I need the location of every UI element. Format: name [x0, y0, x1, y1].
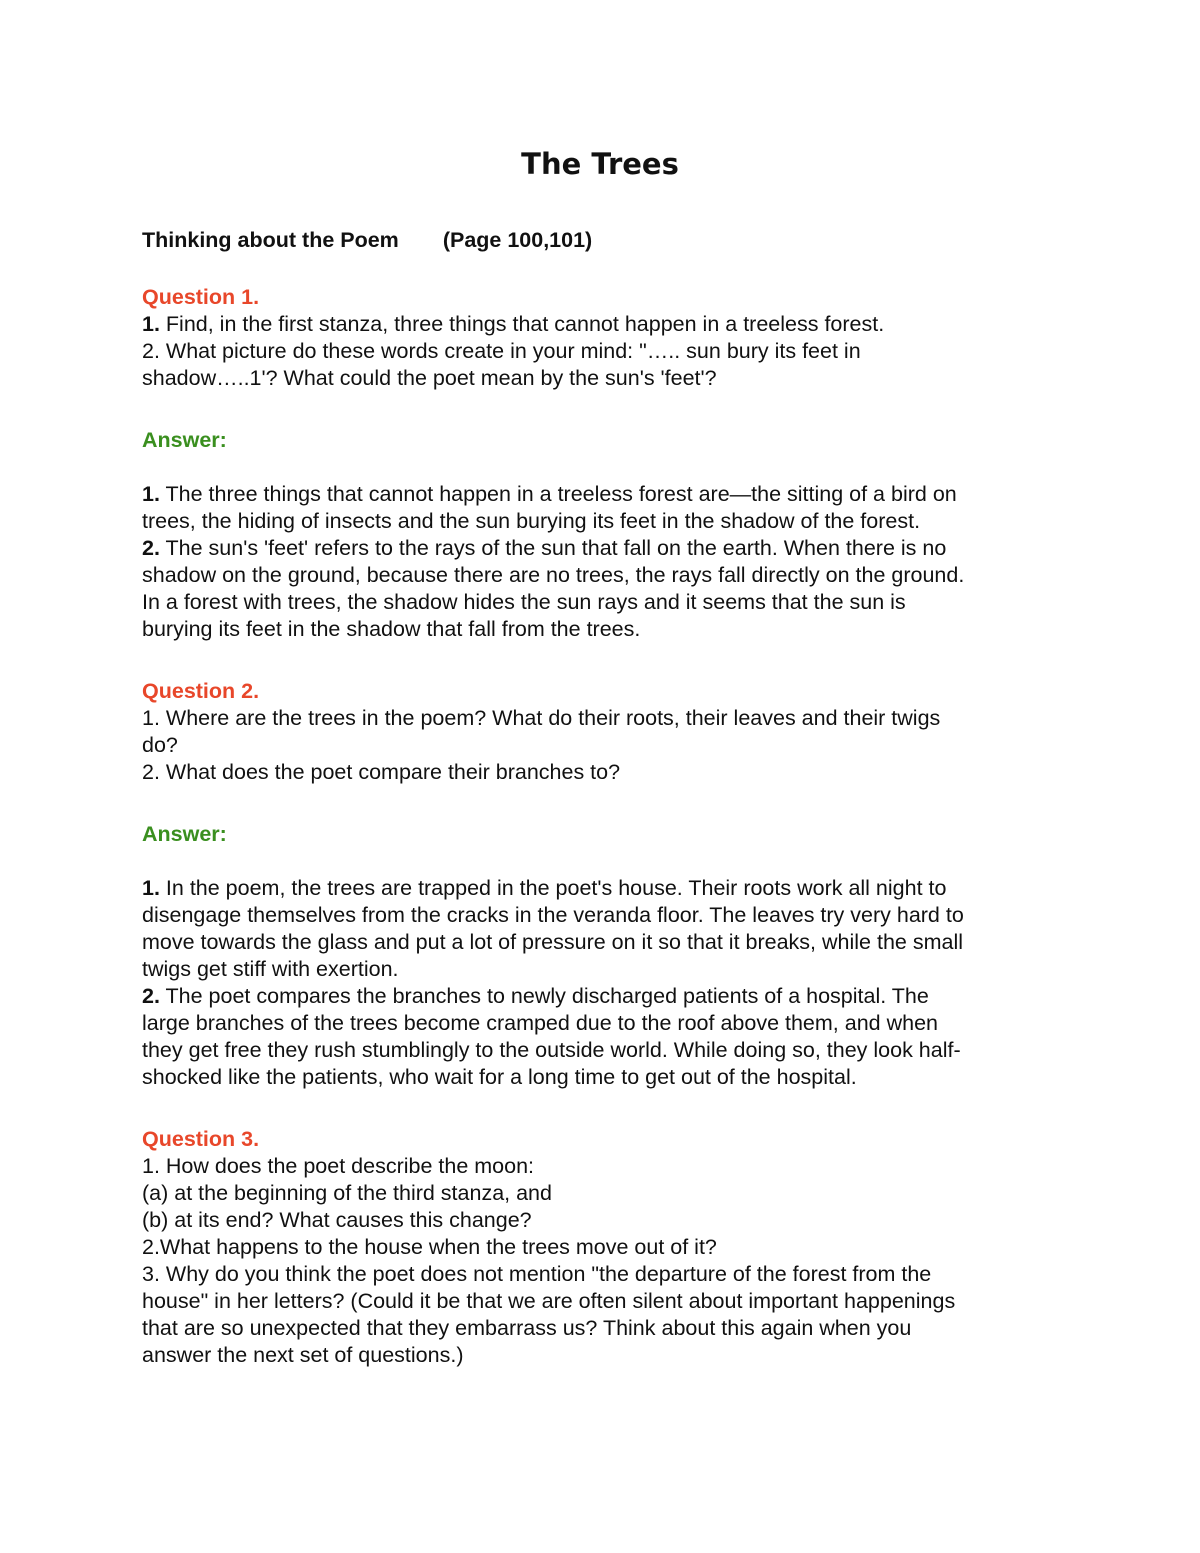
question-label: Question 1.	[142, 285, 260, 309]
text-line: 1. Where are the trees in the poem? What do their roots, their leaves and their twigs	[142, 706, 941, 730]
text-line: trees, the hiding of insects and the sun burying its feet in the shadow of the forest.	[142, 509, 921, 533]
text-line: 1. The three things that cannot happen in a treeless forest are—the sitting of a bird on	[142, 482, 957, 506]
text-line: large branches of the trees become cramped due to the roof above them, and when	[142, 1011, 938, 1035]
section-heading	[142, 227, 1062, 254]
text-line: house" in her letters? (Could it be that we are often silent about important happenings	[142, 1289, 956, 1313]
text-line: shadow on the ground, because there are no trees, the rays fall directly on the ground.	[142, 563, 965, 587]
text-line: move towards the glass and put a lot of pressure on it so that it breaks, while the small	[142, 930, 963, 954]
text-line: 2.What happens to the house when the trees move out of it?	[142, 1235, 717, 1259]
question-label: Question 2.	[142, 679, 260, 703]
text-line: shadow…..1'? What could the poet mean by the sun's 'feet'?	[142, 366, 717, 390]
text-line: (b) at its end? What causes this change?	[142, 1208, 532, 1232]
text-line: do?	[142, 733, 178, 757]
question-2-block	[142, 678, 1062, 786]
page-reference: (Page 100,101)	[442, 228, 593, 252]
answer-2-block	[142, 821, 1062, 1091]
page-title: The Trees	[521, 147, 679, 181]
answer-label: Answer:	[142, 428, 227, 452]
text-line: that are so unexpected that they embarrass us? Think about this again when you	[142, 1316, 912, 1340]
text-line: In a forest with trees, the shadow hides the sun rays and it seems that the sun is	[142, 590, 906, 614]
text-line: 2. The sun's 'feet' refers to the rays of the sun that fall on the earth. When there is no	[142, 536, 947, 560]
question-3-block	[142, 1126, 1062, 1369]
document-body	[142, 227, 1062, 1369]
text-line: disengage themselves from the cracks in the veranda floor. The leaves try very hard to	[142, 903, 964, 927]
text-line: 1. How does the poet describe the moon:	[142, 1154, 535, 1178]
answer-label: Answer:	[142, 822, 227, 846]
text-line: they get free they rush stumblingly to the outside world. While doing so, they look half-	[142, 1038, 961, 1062]
answer-1-block	[142, 427, 1062, 643]
text-line: answer the next set of questions.)	[142, 1343, 464, 1367]
section-heading-text: Thinking about the Poem	[142, 228, 399, 252]
text-line: shocked like the patients, who wait for a long time to get out of the hospital.	[142, 1065, 857, 1089]
text-line: 3. Why do you think the poet does not mention "the departure of the forest from the	[142, 1262, 932, 1286]
text-line: 2. The poet compares the branches to newly discharged patients of a hospital. The	[142, 984, 929, 1008]
text-line: 2. What picture do these words create in your mind: "….. sun bury its feet in	[142, 339, 861, 363]
text-line: (a) at the beginning of the third stanza, and	[142, 1181, 552, 1205]
text-line: 2. What does the poet compare their branches to?	[142, 760, 621, 784]
text-line: burying its feet in the shadow that fall from the trees.	[142, 617, 641, 641]
text-line: 1. Find, in the first stanza, three things that cannot happen in a treeless forest.	[142, 312, 885, 336]
text-line: 1. In the poem, the trees are trapped in the poet's house. Their roots work all night to	[142, 876, 947, 900]
question-1-block	[142, 284, 1062, 392]
question-label: Question 3.	[142, 1127, 260, 1151]
text-line: twigs get stiff with exertion.	[142, 957, 399, 981]
